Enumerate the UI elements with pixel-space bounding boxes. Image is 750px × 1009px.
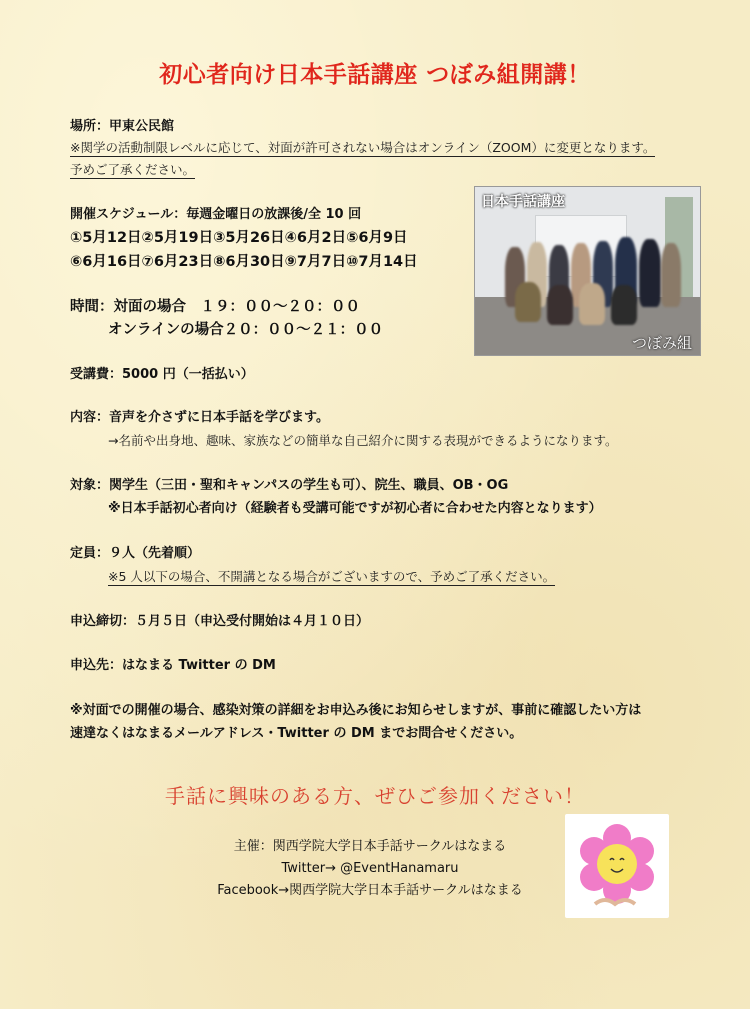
footer-organizer: 主催：関西学院大学日本手話サークルはなまる [233, 839, 507, 854]
covid-line1: ※対面での開催の場合、感染対策の詳細をお申込み後にお知らせしますが、事前に確認したい方は [70, 703, 642, 718]
call-to-action: 手話に興味のある方、ぜひご参加ください！ [165, 784, 585, 808]
apply-text: 申込先：はなまる Twitter の DM [70, 658, 276, 673]
schedule-dates-line1: ①5月12日②5月19日③5月26日④6月2日⑤6月9日 [70, 230, 408, 246]
time-line1: 時間：対面の場合 １９：００〜２０：００ [70, 299, 360, 315]
schedule-dates-line2: ⑥6月16日⑦6月23日⑧6月30日⑨7月7日⑩7月14日 [70, 254, 418, 270]
capacity-line2: ※5 人以下の場合、不開講となる場合がございますので、予めご了承ください。 [108, 569, 556, 584]
flyer-title: 初心者向け日本手話講座 つぼみ組開講！ [159, 62, 591, 88]
capacity-line1: 定員：９人（先着順） [70, 546, 201, 561]
footer-facebook: Facebook→関西学院大学日本手話サークルはなまる [217, 883, 523, 898]
photo-label-top: 日本手話講座 [481, 194, 565, 210]
venue-label: 場所：甲東公民館 [70, 119, 175, 134]
deadline-text: 申込締切：５月５日（申込受付開始は４月１０日） [70, 614, 370, 629]
hanamaru-logo [565, 814, 669, 918]
venue-note-line2: 予めご了承ください。 [70, 162, 196, 177]
time-line2: オンラインの場合２０：００〜２１：００ [108, 322, 384, 338]
target-line2: ※日本手話初心者向け（経験者も受講可能ですが初心者に合わせた内容となります） [108, 501, 602, 516]
photo-label-bottom: つぼみ組 [631, 334, 692, 352]
target-line1: 対象：関学生（三田・聖和キャンパスの学生も可）、院生、職員、OB・OG [70, 478, 509, 493]
content-line2: →名前や出身地、趣味、家族などの簡単な自己紹介に関する表現ができるようになります。 [108, 433, 618, 448]
content-line1: 内容：音声を介さずに日本手話を学びます。 [70, 410, 329, 425]
venue-note-line1: ※関学の活動制限レベルに応じて、対面が許可されない場合はオンライン（ZOOM）に変更となります。 [70, 140, 656, 155]
schedule-label: 開催スケジュール：毎週金曜日の放課後/全 10 回 [70, 207, 362, 222]
fee-text: 受講費：5000 円（一括払い） [70, 367, 254, 382]
footer-twitter: Twitter→ @EventHanamaru [281, 861, 459, 876]
covid-line2: 速達なくはなまるメールアドレス・Twitter の DM までお問合せください。 [70, 726, 523, 741]
flower-logo-icon [565, 814, 669, 918]
group-photo [474, 186, 701, 356]
